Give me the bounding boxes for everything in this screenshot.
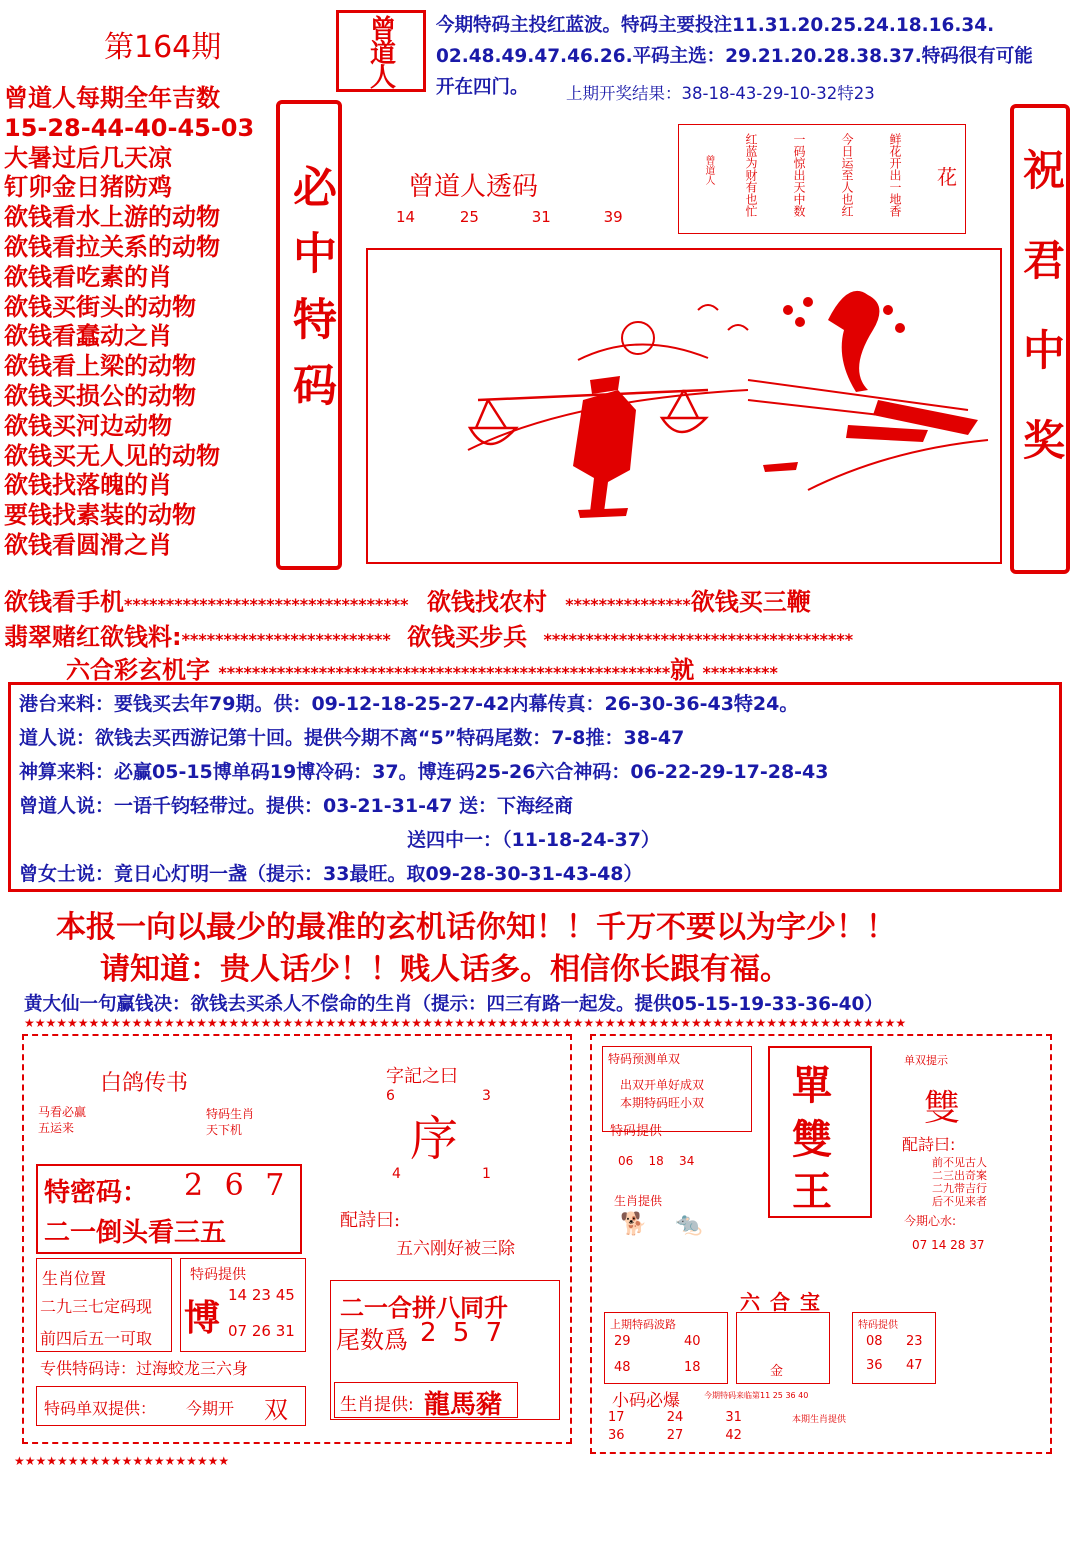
left-line: 要钱找素装的动物 [4,501,196,530]
br-xnum: 27 [666,1428,684,1443]
left-scroll-text: 必中特码 [285,164,336,428]
info-line: 曾道人说：一语千钧轻带过。提供：03-21-31-47 送：下海经商 [19,795,574,817]
bo-nums-2: 07 26 31 [228,1322,295,1340]
info-line: 港台来料：要钱买去年79期。供：09-12-18-25-27-42内幕传真：26-30-36-43特24。 [19,693,799,715]
picture-block [346,104,1010,568]
br-poem-line: 后不见来者 [932,1195,987,1208]
picture-number: 31 [531,208,551,226]
zodiac-pos-line: 前四后五一可取 [40,1329,153,1348]
picture-number: 39 [603,208,623,226]
single-double-mid: 今期开 [186,1399,235,1418]
bl-small: 天下机 [206,1123,243,1137]
picture-number: 14 [396,208,416,226]
info-box [8,682,1062,892]
br-provide-label: 特码提供 [610,1124,663,1139]
br-box-line: 本期特码旺小双 [620,1096,705,1110]
animal-icons: 🐕 🐀 [620,1212,703,1237]
br-num: 48 [614,1360,631,1375]
zodiac-pos-line: 二九三七定码现 [40,1297,153,1316]
star-row-3: 六合彩玄机字 ******************************************************就 ********* [66,656,778,684]
left-line: 欲钱找落魄的肖 [4,471,172,500]
special-code-label: 特密码： [44,1178,149,1208]
special-poem: 专供特码诗：过海蛟龙三六身 [40,1359,249,1378]
info-line: 送四中一：（11-18-24-37） [407,829,660,851]
poem-col: 今日运至人也红 [840,133,854,217]
left-line: 欲钱买损公的动物 [4,381,196,410]
br-sd-title: 单双提示 [904,1054,948,1067]
left-line: 钉卯金日猪防鸡 [4,173,172,202]
last-result: 上期开奖结果：38-18-43-29-10-32特23 [566,84,875,103]
picture-title: 曾道人透码 [408,172,539,202]
bottom-star-row: ★★★★★★★★★★★★★★★★★★★★ [14,1454,230,1468]
left-line: 欲钱看圆滑之肖 [4,530,172,559]
bm-n1: 6 [386,1088,395,1104]
br-wave-label: 上期特码波路 [610,1318,676,1331]
br-xiaoma-row [608,1410,742,1425]
bm-poem-label: 配詩曰: [340,1210,401,1231]
slogan-2: 请知道：贵人话少！！贱人话多。相信你长跟有福。 [100,952,790,987]
br-xnum: 36 [608,1428,625,1443]
poem-col: 红蓝为财有也忙 [744,133,758,217]
left-line: 15-28-44-40-45-03 [4,113,255,142]
bm-char: 序 [410,1111,459,1167]
left-column [4,84,254,561]
left-line: 欲钱看蠢动之肖 [4,322,172,351]
star-row-2-start: 翡翠赌红欲钱料: [4,623,182,651]
left-line: 欲钱看上梁的动物 [4,352,196,381]
bm-tail-label: 尾数爲 [336,1326,408,1354]
bm-poem: 五六刚好被三除 [396,1239,515,1259]
king-char: 雙 [792,1116,832,1163]
br-provide-nums: 06 18 34 [618,1154,695,1168]
illustration-frame [366,248,1002,564]
left-line: 欲钱买无人见的动物 [4,441,220,470]
br-xnum: 17 [608,1410,625,1425]
left-line: 大暑过后几天凉 [4,143,172,172]
left-scroll [276,100,342,570]
issue-number: 第164期 [104,30,222,65]
star-row-2: 翡翠赌红欲钱料:************************* 欲钱买步兵 ************************************* [4,623,854,651]
br-xiaoma-label: 小码必爆 [612,1391,680,1411]
br-zodiac-label: 生肖提供 [614,1194,663,1208]
zodiac-pos-title: 生肖位置 [42,1269,107,1288]
star-row-1-end: 欲钱买三鞭 [690,588,811,616]
bl-small: 五运来 [38,1121,75,1135]
br-sd-char: 雙 [924,1088,961,1129]
br-small-line: 今期特码来临第11 25 36 40 [704,1391,809,1400]
top-line-3: 开在四门。 [436,77,529,98]
br-xiaoma-row [608,1428,742,1443]
star-row-3-end: 就 [670,656,695,684]
bm-zodiac-value: 龍馬豬 [424,1390,503,1420]
star-row-2-mid: 欲钱买步兵 [407,623,528,651]
br-zodiac-provide: 本期生肖提供 [792,1415,847,1425]
br-poem-line: 二三出奇案 [932,1169,987,1182]
info-lines [19,687,829,891]
huang-line: 黄大仙一句赢钱决：欲钱去买杀人不偿命的生肖（提示：四三有路一起发。提供05-15-19-33-36-40） [24,994,883,1015]
br-poem [932,1156,987,1208]
bl-small: 特码生肖 [206,1107,255,1121]
lhc-title: 六合宝 [740,1290,830,1314]
left-line: 欲钱看水上游的动物 [4,203,220,232]
br-box-line: 出双开单好成双 [620,1078,705,1092]
left-line: 欲钱买街头的动物 [4,292,196,321]
star-row-1-start: 欲钱看手机 [4,588,124,616]
special-code-value: 2 6 7 [184,1168,291,1203]
bl-small-right [206,1106,254,1138]
star-row-1: 欲钱看手机********************************** 欲钱找农村 ***************欲钱买三鞭 [4,588,811,616]
br-num: 29 [614,1334,631,1349]
br-heart-nums: 07 14 28 37 [912,1238,985,1252]
br-heart-label: 今期心水: [904,1214,957,1228]
br-num: 18 [684,1360,701,1375]
right-scroll-text: 祝君中奖 [1017,148,1066,508]
poem-col: 一码惊出天中数 [792,133,806,217]
br-poem-label: 配詩曰: [902,1135,956,1154]
logo-text: 曾道人 [365,15,396,87]
logo-box [336,10,426,92]
br-gold: 金 [770,1364,784,1379]
star-divider: ★★★★★★★★★★★★★★★★★★★★★★★★★★★★★★★★★★★★★★★★★★★★★★★★★★★★★★★★★★★★★★★★★★★★★★★★★★★★★★★★★★ [24,1016,907,1030]
br-xnum: 24 [666,1410,684,1425]
bm-title: 字記之曰 [386,1066,458,1087]
br-num: 36 [866,1358,883,1373]
poem-head: 花 [937,165,957,189]
bm-phrase: 二一合拼八同升 [340,1293,508,1322]
br-xnum: 31 [725,1410,742,1425]
br-poem-line: 前不见古人 [932,1156,987,1169]
picture-numbers [396,208,623,226]
picture-number: 25 [459,208,479,226]
king-char: 單 [792,1062,832,1109]
farmer-illustration [368,250,1000,562]
br-num: 08 [866,1334,883,1349]
left-line: 欲钱看拉关系的动物 [4,232,220,261]
left-line: 欲钱看吃素的肖 [4,262,172,291]
bm-tail-value: 2 5 7 [420,1318,507,1348]
poem-box [678,124,966,234]
top-line-2: 02.48.49.47.46.26.平码主选：29.21.20.28.38.37.特码很有可能 [436,46,1033,67]
star-row-1-mid: 欲钱找农村 [426,588,547,616]
br-box-title: 特码预测单双 [608,1052,681,1066]
bl-small: 马看必赢 [38,1105,87,1119]
top-line-1: 今期特码主投红蓝波。特码主要投注11.31.20.25.24.18.16.34. [436,15,995,36]
single-double-label: 特码单双提供： [44,1399,157,1418]
br-num: 23 [906,1334,923,1349]
star-row-3-start: 六合彩玄机字 [66,656,210,684]
bm-zodiac-label: 生肖提供: [340,1395,414,1415]
bo-nums-1: 14 23 45 [228,1286,295,1304]
br-poem-line: 二九带吉行 [932,1182,987,1195]
br-num: 40 [684,1334,701,1349]
br-xnum: 42 [725,1428,742,1443]
poem-col: 鲜花开出一地香 [888,133,902,217]
bm-n3: 4 [392,1166,401,1182]
single-double-value: 双 [264,1396,288,1424]
info-line: 曾女士说：竟日心灯明一盏（提示：33最旺。取09-28-30-31-43-48） [19,863,643,885]
left-line: 欲钱买河边动物 [4,411,172,440]
bl-small-left [38,1104,86,1136]
slogan-1: 本报一向以最少的最准的玄机话你知！！千万不要以为字少！！ [56,910,896,945]
bo-char: 博 [184,1297,221,1339]
bl-title: 白鸽传书 [100,1071,189,1096]
left-title: 曾道人每期全年吉数 [4,84,220,112]
king-char: 王 [792,1168,832,1215]
br-num: 47 [906,1358,923,1373]
right-scroll [1010,104,1070,574]
bm-n4: 1 [482,1166,491,1182]
special-phrase: 二一倒头看三五 [44,1218,227,1248]
bm-n2: 3 [482,1088,491,1104]
bo-title: 特码提供 [190,1267,246,1283]
br-special-provide: 特码提供 [858,1320,898,1331]
info-line: 神算来料：必赢05-15博单码19博冷码：37。博连码25-26六合神码：06-22-29-17-28-43 [19,761,829,783]
info-line: 道人说：欲钱去买西游记第十回。提供今期不离“5”特码尾数：7-8推：38-47 [19,727,685,749]
poem-col: 曾道人 [703,155,714,185]
